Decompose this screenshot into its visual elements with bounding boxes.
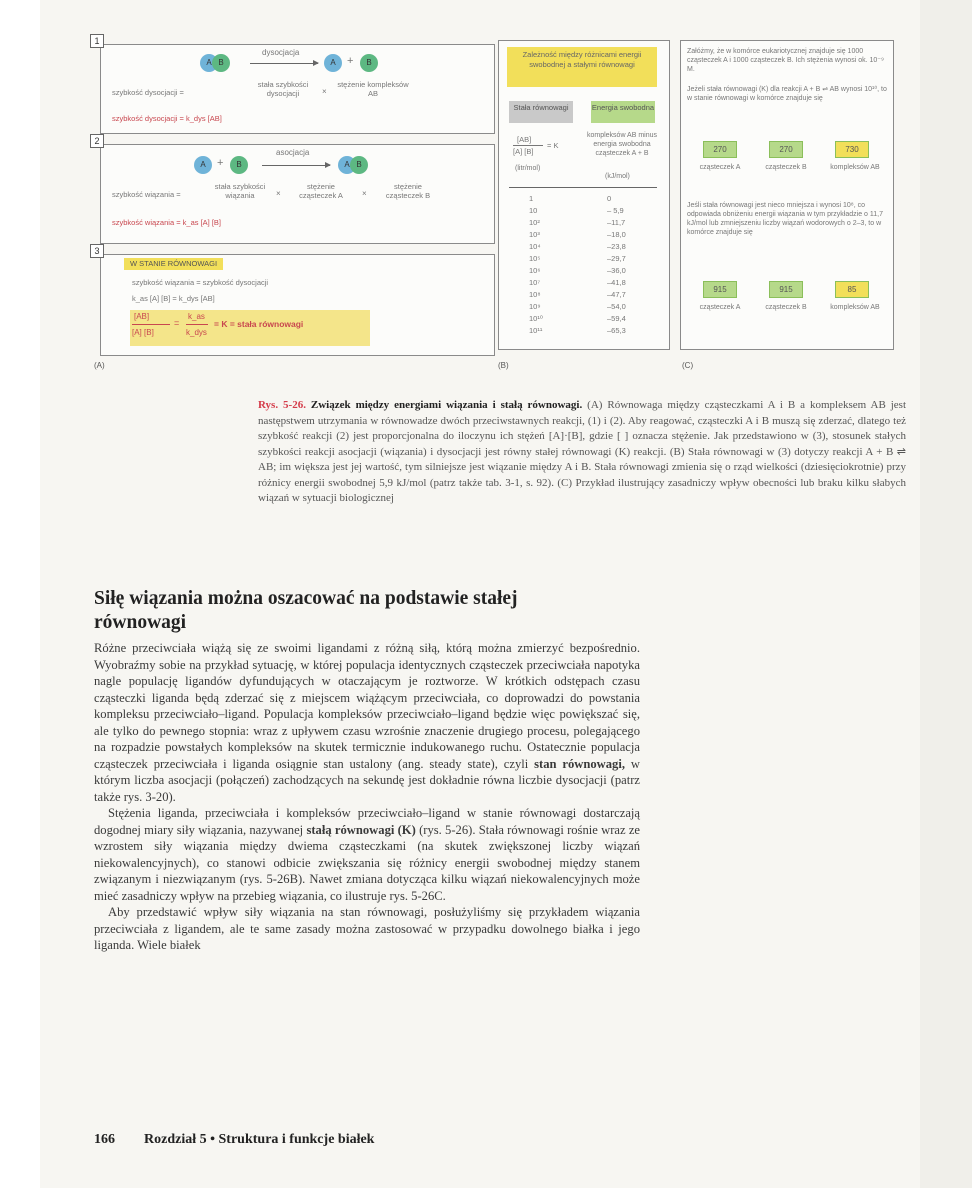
association-arrow xyxy=(262,165,330,166)
energy-value: 0 xyxy=(607,194,612,203)
col-header-energy: Energia swobodna xyxy=(591,101,655,123)
complex-ab-icon xyxy=(200,54,230,72)
figure-caption xyxy=(258,398,906,507)
k-value: 10⁵ xyxy=(529,254,541,263)
molecule-a-icon: A xyxy=(194,156,212,174)
label-molecules-a: cząsteczek A xyxy=(699,164,741,171)
section-1-marker: 1 xyxy=(90,34,104,48)
energy-value: – 5,9 xyxy=(607,206,624,215)
equals-sign: = xyxy=(174,318,180,328)
rate-k-denominator: k_dys xyxy=(186,328,207,337)
count-b-2: 915 xyxy=(769,281,803,298)
energy-value: –65,3 xyxy=(607,326,626,335)
fraction-bar xyxy=(132,324,170,325)
molecule-b-icon: B xyxy=(360,54,378,72)
formula-denominator: [A] [B] xyxy=(513,147,534,156)
section-2-marker: 2 xyxy=(90,134,104,148)
molecule-a-icon: A xyxy=(324,54,342,72)
equilibrium-header: W STANIE RÓWNOWAGI xyxy=(124,258,223,270)
energy-value: –29,7 xyxy=(607,254,626,263)
label-a: (A) xyxy=(94,361,105,370)
fraction-bar xyxy=(186,324,208,325)
dissociation-rate-formula: szybkość dysocjacji = k_dys [AB] xyxy=(112,114,222,123)
energy-value: –54,0 xyxy=(607,302,626,311)
panel-a xyxy=(90,34,495,354)
molecule-b-icon: B xyxy=(350,156,368,174)
panel-c-condition-1: Jeżeli stała równowagi (K) dla reakcji A + B ⇌ AB wynosi 10¹⁰, to w stanie równowagi w komórce znajduje się xyxy=(687,86,887,102)
panel-c xyxy=(680,40,894,350)
fraction-denominator: [A] [B] xyxy=(132,328,154,337)
label-molecules-a: cząsteczek A xyxy=(699,304,741,311)
energy-value: –23,8 xyxy=(607,242,626,251)
association-arrow-label: asocjacja xyxy=(276,148,310,157)
panel-c-condition-2: Jeśli stała równowagi jest nieco mniejsza i wynosi 10⁸, co odpowiada obniżeniu energii wiązania w tym przykładzie o 11,7 kJ/mol lub zmniejszeniu liczby wiązań wodorowych o 2–3, to w komórce znajduje się xyxy=(687,202,883,236)
equilibrium-constant-formula xyxy=(130,310,370,346)
section-3-marker: 3 xyxy=(90,244,104,258)
energy-value: –18,0 xyxy=(607,230,626,239)
k-values-column xyxy=(529,193,559,337)
table-divider xyxy=(509,187,657,188)
count-b-1: 270 xyxy=(769,141,803,158)
page-edge-shadow xyxy=(920,0,972,1188)
energy-value: –59,4 xyxy=(607,314,626,323)
dissociation-rate-lhs: szybkość dysocjacji = xyxy=(112,88,184,97)
panel-b xyxy=(498,40,670,350)
equilibrium-result: = K = stała równowagi xyxy=(214,319,304,329)
association-rate-formula: szybkość wiązania = k_as [A] [B] xyxy=(112,218,222,227)
equilibrium-line-2: k_as [A] [B] = k_dys [AB] xyxy=(132,294,215,303)
panel-b-title: Zależność między różnicami energii swobodnej a stałymi równowagi xyxy=(507,47,657,87)
caption-number: Rys. 5-26. xyxy=(258,399,306,411)
label-c: (C) xyxy=(682,361,694,370)
k-value: 10⁴ xyxy=(529,242,541,251)
complex-ab-icon xyxy=(338,156,368,174)
label-complexes-ab: kompleksów AB xyxy=(830,304,880,311)
panel-c-intro: Załóżmy, że w komórce eukariotycznej znajduje się 1000 cząsteczek A i 1000 cząsteczek B. Ich stężenia wynosi ok. 10⁻⁹ M. xyxy=(687,48,884,73)
fraction-numerator: [AB] xyxy=(134,312,150,321)
concentration-a: stężenie cząsteczek A xyxy=(299,182,343,200)
concentration-b: stężenie cząsteczek B xyxy=(385,182,431,200)
association-rate-lhs: szybkość wiązania = xyxy=(112,190,181,199)
body-text xyxy=(94,640,640,954)
book-page xyxy=(40,0,920,1188)
multiply-sign: × xyxy=(276,189,281,198)
energy-value: –41,8 xyxy=(607,278,626,287)
rate-k-numerator: k_as xyxy=(188,312,205,321)
label-b: (B) xyxy=(498,361,509,370)
unit-litre-per-mol: (litr/mol) xyxy=(515,165,541,172)
dissociation-rate-constant: stała szybkości dysocjacji xyxy=(257,80,309,98)
multiply-sign: × xyxy=(362,189,367,198)
label-complexes-ab: kompleksów AB xyxy=(830,164,880,171)
k-value: 10⁷ xyxy=(529,278,541,287)
molecule-b-icon: B xyxy=(212,54,230,72)
k-value: 10⁸ xyxy=(529,290,541,299)
association-rate-constant: stała szybkości wiązania xyxy=(214,182,266,200)
molecule-a-icon: A xyxy=(200,54,218,72)
energy-value: –11,7 xyxy=(607,218,626,227)
energy-value: –47,7 xyxy=(607,290,626,299)
k-value: 10¹¹ xyxy=(529,326,543,335)
formula-numerator: [AB] xyxy=(517,135,532,144)
section-heading: Siłę wiązania można oszacować na podstawie stałej równowagi xyxy=(94,588,518,633)
caption-title: Związek między energiami wiązania i stałą równowagi. xyxy=(310,399,583,411)
k-value: 10⁹ xyxy=(529,302,541,311)
paragraph-3: Aby przedstawić wpływ siły wiązania na stan równowagi, posłużyliśmy się przykładem wiązania przeciwciała z ligandem, ale te same zasady można zastosować w przypadku dowolnego białka i jego liganda. Wiele białek xyxy=(94,905,640,952)
page-number: 166 xyxy=(94,1132,115,1147)
k-value: 10¹⁰ xyxy=(529,314,543,323)
equilibrium-line-1: szybkość wiązania = szybkość dysocjacji xyxy=(132,278,269,287)
complex-concentration: stężenie kompleksów AB xyxy=(337,80,409,98)
paragraph-1: Różne przeciwciała wiążą się ze swoimi ligandami z różną siłą, którą można zmierzyć bezpośrednio. Wyobraźmy sobie na przykład sytuację, w której populacja identycznych cząsteczek przeciwciała napotyka nagle populację ligandów dyfundujących w otaczającym je roztworze. W krótkich odstępach czasu cząsteczki liganda będą zderzać się z miejscem wiążącym przeciwciała, co doprowadzi do powstania kompleksu przeciwciało–ligand. Populacja kompleksów przeciwciało–ligand będzie więc powiększać się, ale tylko do pewnego stopnia: wraz z upływem czasu wzrośnie znaczenie drugiego procesu, polegającego na rozpadzie powstałych kompleksów na skutek termicznie indukowanego ruchu. Ostatecznie populacja cząsteczek przeciwciała i liganda osiągnie stan ustalony (ang. steady state), czyli stan równowagi, w którym liczba asocjacji (połączeń) zachodzących na sekundę jest dokładnie równa liczbie dysocjacji (patrz także rys. 3-20). xyxy=(94,641,640,804)
label-molecules-b: cząsteczek B xyxy=(765,304,807,311)
k-value: 10 xyxy=(529,206,538,215)
count-a-2: 915 xyxy=(703,281,737,298)
count-ab-1: 730 xyxy=(835,141,869,158)
molecule-a-icon: A xyxy=(338,156,356,174)
k-value: 10³ xyxy=(529,230,540,239)
k-value: 10⁶ xyxy=(529,266,541,275)
paragraph-2: Stężenia liganda, przeciwciała i kompleksów przeciwciało–ligand w stanie równowagi dostarczają dogodnej miary siły wiązania, nazywanej stałą równowagi (K) (rys. 5-26). Stała równowagi rośnie wraz ze wzrostem siły wiązania między dwiema cząsteczkami (na skutek zwiększonej liczby wiązań niekowalencyjnych), co stanowi odbicie zwiększania się różnicy energii swobodnej między stanem związanym i niezwiązanym (rys. 5-26B). Nawet zmiana dotycząca kilku wiązań niekowalencyjnych może mieć zasadniczy wpływ na przebieg wiązania, co ilustruje rys. 5-26C. xyxy=(94,806,640,903)
label-molecules-b: cząsteczek B xyxy=(765,164,807,171)
k-value: 10² xyxy=(529,218,540,227)
unit-kj-per-mol: (kJ/mol) xyxy=(605,173,630,180)
chapter-title: Rozdział 5 • Struktura i funkcje białek xyxy=(144,1132,375,1147)
plus-sign: + xyxy=(347,55,354,67)
caption-text: (A) Równowaga między cząsteczkami A i B a kompleksem AB jest następstwem utrzymania w równowadze dwóch przeciwstawnych reakcji, (1) i (2). Aby reagować, cząsteczki A i B muszą się zderzać, dlatego też szybkość reakcji (2) jest proporcjonalna do iloczynu ich stężeń [A]·[B], gdzie [ ] oznacza stężenie. Jak przedstawiono w (3), stosunek stałych szybkości reakcji asocjacji (wiązania) i dysocjacji jest równy stałej równowagi (K) reakcji. (B) Stała równowagi w (3) dotyczy reakcji A + B ⇌ AB; im większa jest jej wartość, tym silniejsze jest wiązanie między A i B. Stała równowagi zmienia się o rząd wielkości (dziesięciokrotnie) przy różnicy energii swobodnej 5,9 kJ/mol (patrz także tab. 3-1, s. 92). (C) Przykład ilustrujący zasadniczy wpływ obecności lub braku kilku słabych wiązań w sytuacji biologicznej xyxy=(258,399,907,504)
energy-values-column xyxy=(607,193,647,337)
count-a-1: 270 xyxy=(703,141,737,158)
energy-description: kompleksów AB minus energia swobodna cząsteczek A + B xyxy=(586,132,658,157)
dissociation-arrow xyxy=(250,63,318,64)
energy-value: –36,0 xyxy=(607,266,626,275)
molecule-b-icon: B xyxy=(230,156,248,174)
formula-bar xyxy=(513,145,543,146)
col-header-constant: Stała równowagi xyxy=(509,101,573,123)
multiply-sign: × xyxy=(322,87,327,96)
formula-equals-k: = K xyxy=(547,141,559,150)
k-value: 1 xyxy=(529,194,534,203)
count-ab-2: 85 xyxy=(835,281,869,298)
plus-sign: + xyxy=(217,157,224,169)
dissociation-arrow-label: dysocjacja xyxy=(262,48,300,57)
